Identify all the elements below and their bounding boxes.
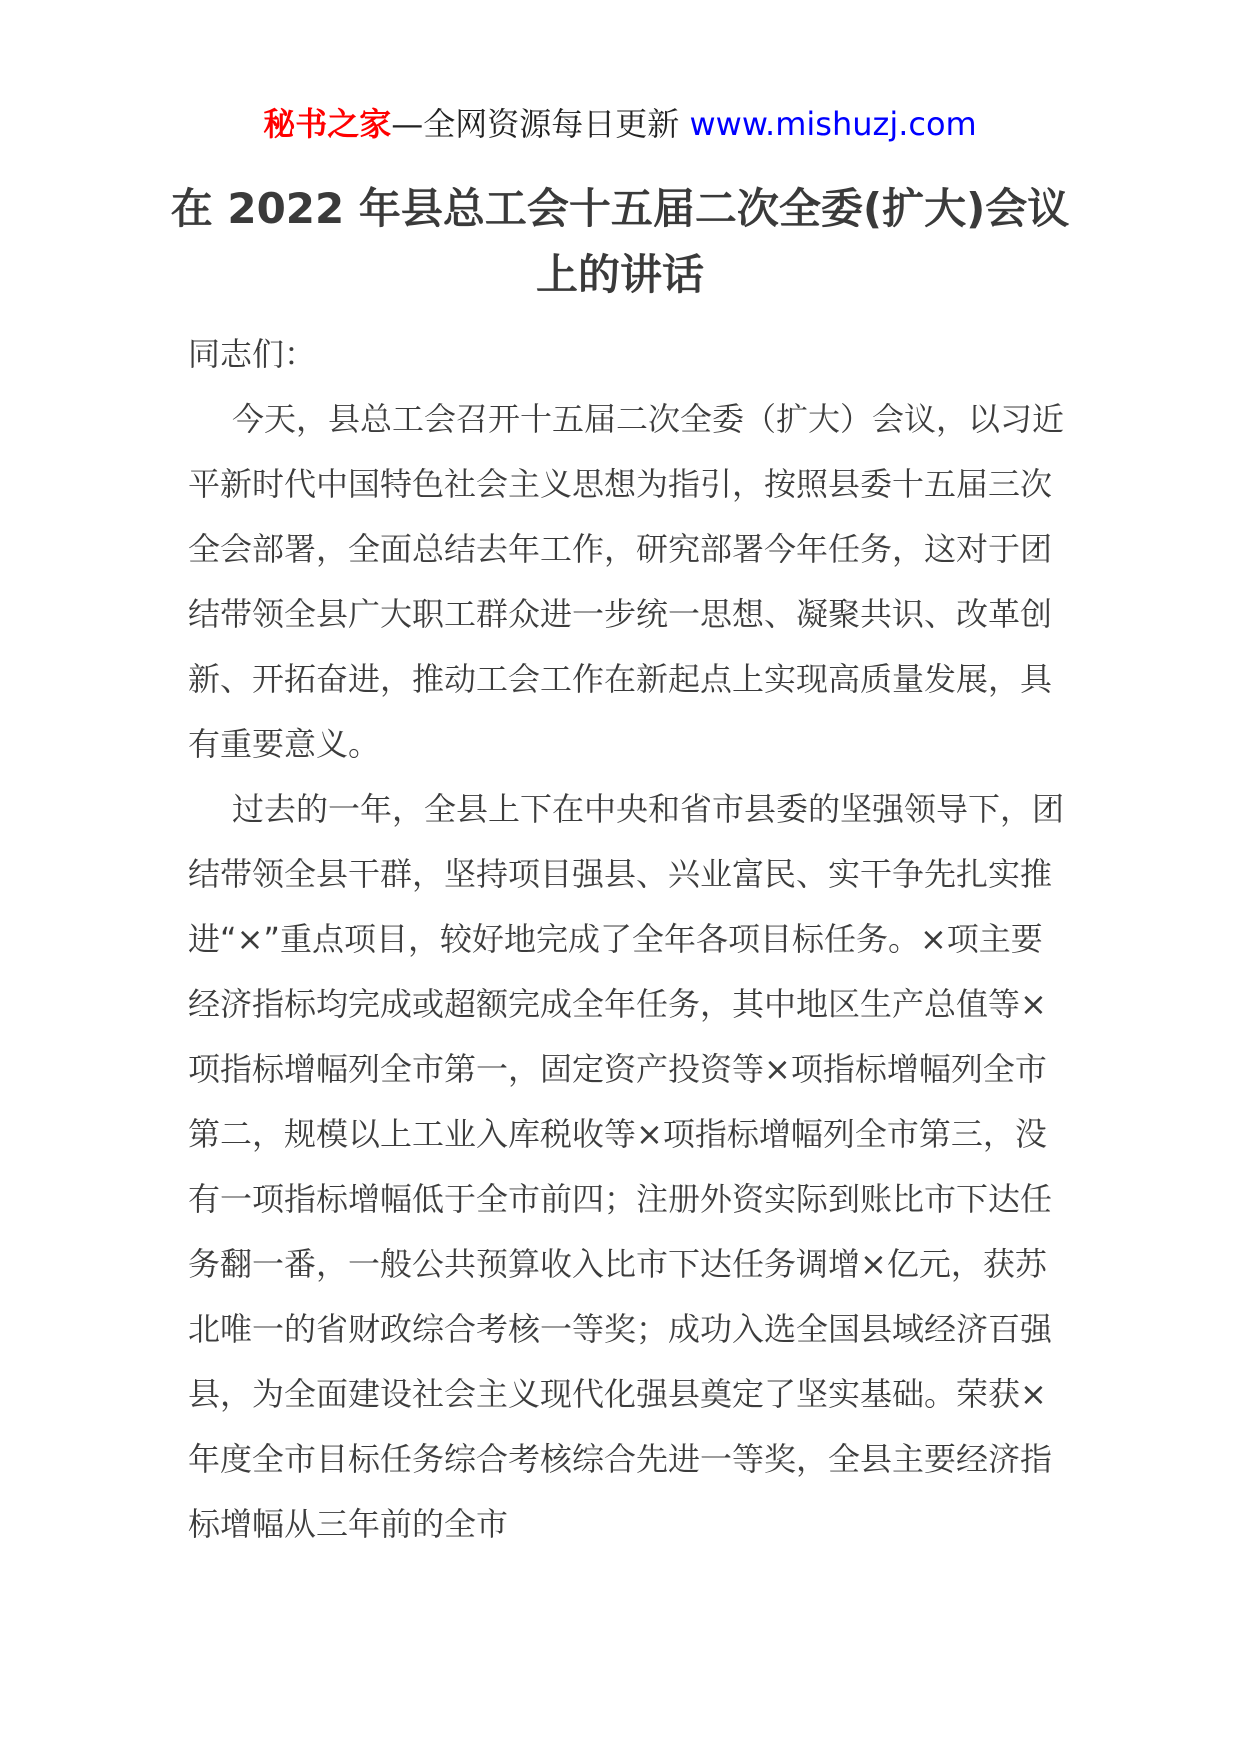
body-paragraph-1: 今天，县总工会召开十五届二次全委（扩大）会议，以习近平新时代中国特色社会主义思想为指引，按照县委十五届三次全会部署，全面总结去年工作，研究部署今年任务，这对于团结带领全县广大职工群众进一步统一思想、凝聚共识、改革创新、开拓奋进，推动工会工作在新起点上实现高质量发展，具有重要意义。 bbox=[188, 400, 1065, 763]
body-paragraph-2: 过去的一年，全县上下在中央和省市县委的坚强领导下，团结带领全县干群，坚持项目强县、兴业富民、实干争先扎实推进“×”重点项目，较好地完成了全年各项目标任务。×项主要经济指标均完成或超额完成全年任务，其中地区生产总值等×项指标增幅列全市第一，固定资产投资等×项指标增幅列全市第二，规模以上工业入库税收等×项指标增幅列全市第三，没有一项指标增幅低于全市前四；注册外资实际到账比市下达任务翻一番，一般公共预算收入比市下达任务调增×亿元，获苏北唯一的省财政综合考核一等奖；成功入选全国县域经济百强县，为全面建设社会主义现代化强县奠定了坚实基础。荣获×年度全市目标任务综合考核综合先进一等奖，全县主要经济指标增幅从三年前的全市 bbox=[188, 790, 1065, 1543]
site-header bbox=[0, 100, 1240, 148]
salutation: 同志们： bbox=[188, 335, 317, 373]
brand-name: 秘书之家 bbox=[263, 105, 392, 143]
document-title: 在 2022 年县总工会十五届二次全委(扩大)会议上的讲话 bbox=[170, 184, 1070, 299]
site-url-link[interactable]: www.mishuzj.com bbox=[689, 105, 977, 143]
header-tagline: —全网资源每日更新 bbox=[391, 105, 690, 143]
document-body bbox=[188, 322, 1068, 1557]
